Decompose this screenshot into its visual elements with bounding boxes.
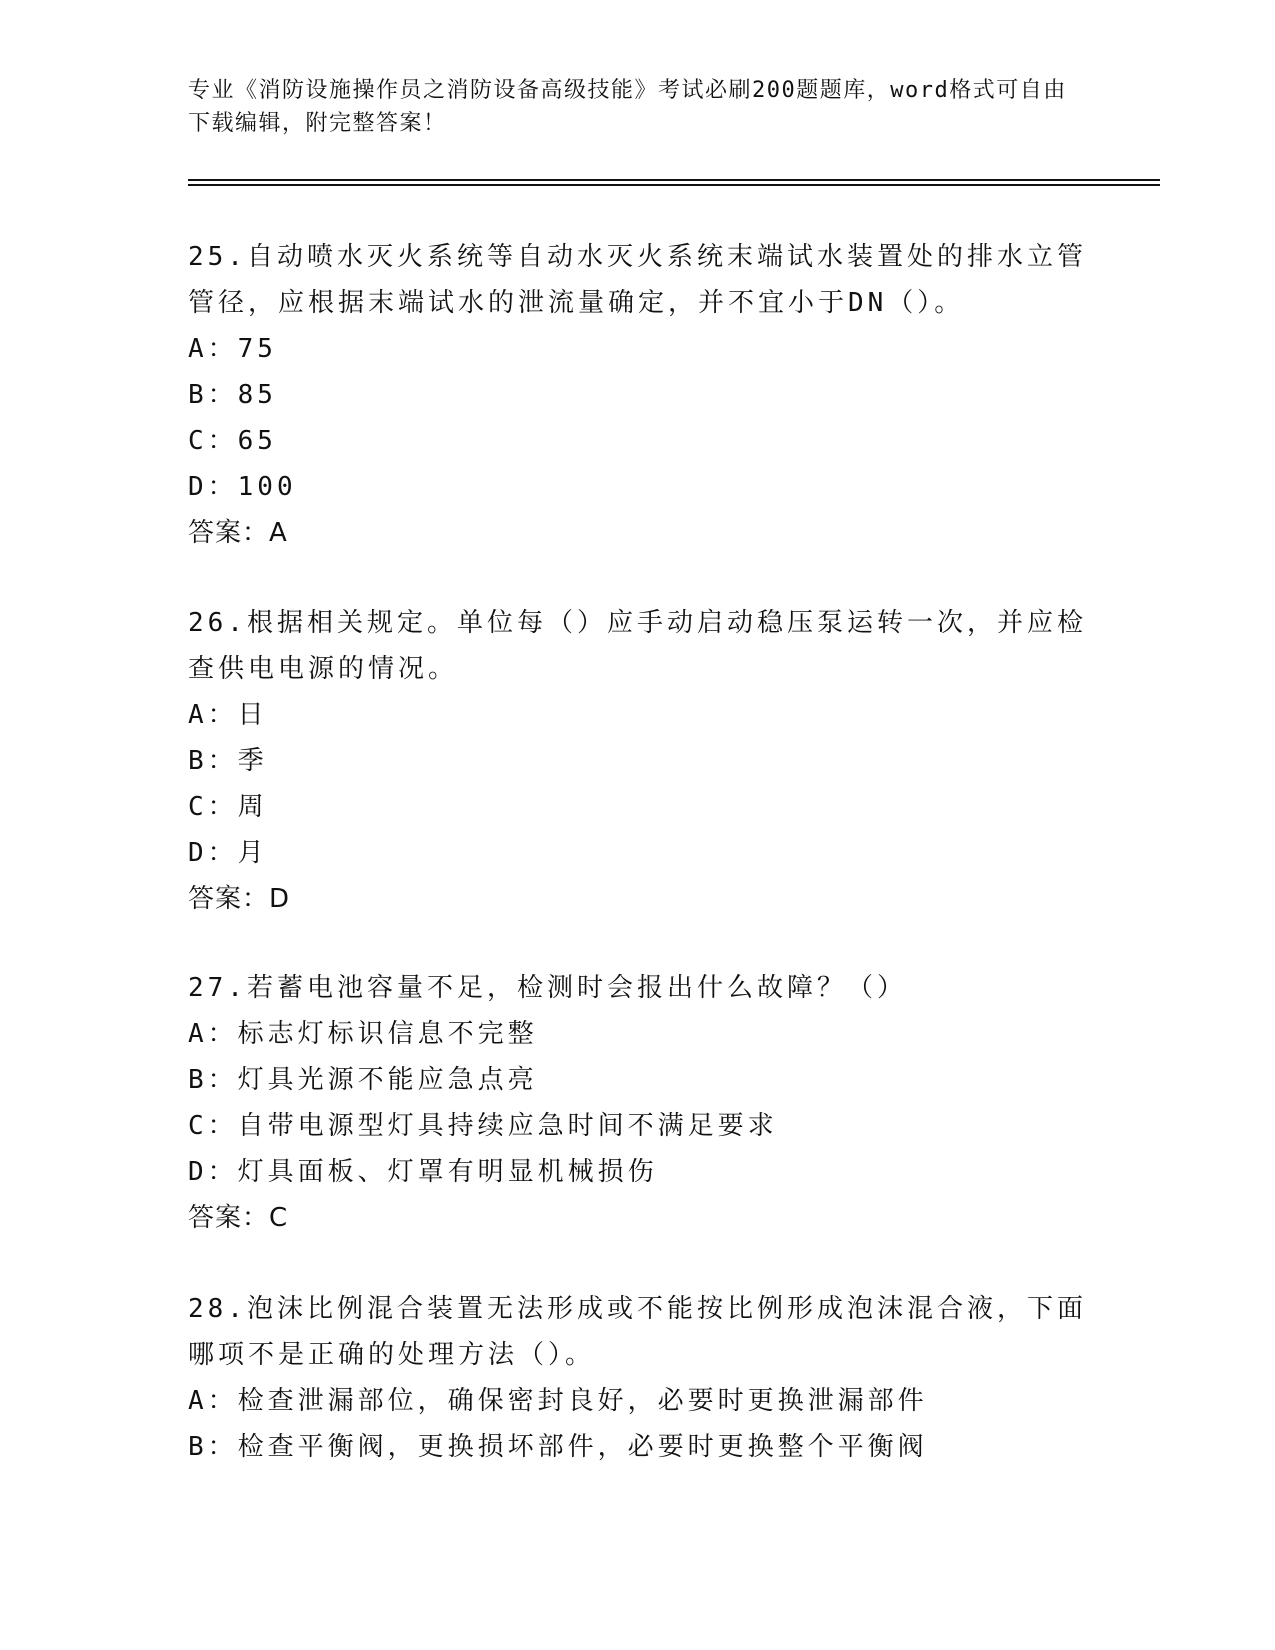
option-b: B：检查平衡阀，更换损坏部件，必要时更换整个平衡阀	[188, 1432, 928, 1462]
question-stem: 27.若蓄电池容量不足，检测时会报出什么故障？（）	[188, 973, 907, 1003]
header-divider-bottom	[188, 184, 1160, 186]
option-d: D：灯具面板、灯罩有明显机械损伤	[188, 1157, 658, 1187]
document-header-title: 专业《消防设施操作员之消防设备高级技能》考试必刷200题题库，word格式可自由下载编辑，附完整答案！	[188, 78, 1067, 136]
question-28	[188, 1286, 1088, 1470]
question-stem: 25.自动喷水灭火系统等自动水灭火系统末端试水装置处的排水立管管径，应根据末端试水的泄流量确定，并不宜小于DN（）。	[188, 242, 1087, 318]
option-b: B：灯具光源不能应急点亮	[188, 1065, 538, 1095]
option-c: C：周	[188, 792, 268, 822]
header-divider-top	[188, 179, 1160, 181]
option-d: D：100	[188, 472, 297, 502]
answer-line: 答案：C	[188, 1203, 289, 1233]
answer-line: 答案：A	[188, 518, 288, 548]
option-c: C：65	[188, 426, 277, 456]
question-25	[188, 234, 1088, 556]
option-a: A：75	[188, 334, 277, 364]
option-a: A：检查泄漏部位，确保密封良好，必要时更换泄漏部件	[188, 1386, 928, 1416]
option-a: A：标志灯标识信息不完整	[188, 1019, 538, 1049]
question-27	[188, 965, 1088, 1241]
option-d: D：月	[188, 838, 268, 868]
answer-line: 答案：D	[188, 884, 291, 914]
option-a: A：日	[188, 700, 268, 730]
option-b: B：85	[188, 380, 277, 410]
question-stem: 26.根据相关规定。单位每（）应手动启动稳压泵运转一次，并应检查供电电源的情况。	[188, 608, 1087, 684]
question-26	[188, 600, 1088, 922]
option-c: C：自带电源型灯具持续应急时间不满足要求	[188, 1111, 778, 1141]
option-b: B：季	[188, 746, 268, 776]
question-stem: 28.泡沫比例混合装置无法形成或不能按比例形成泡沫混合液，下面哪项不是正确的处理方法（）。	[188, 1294, 1087, 1370]
